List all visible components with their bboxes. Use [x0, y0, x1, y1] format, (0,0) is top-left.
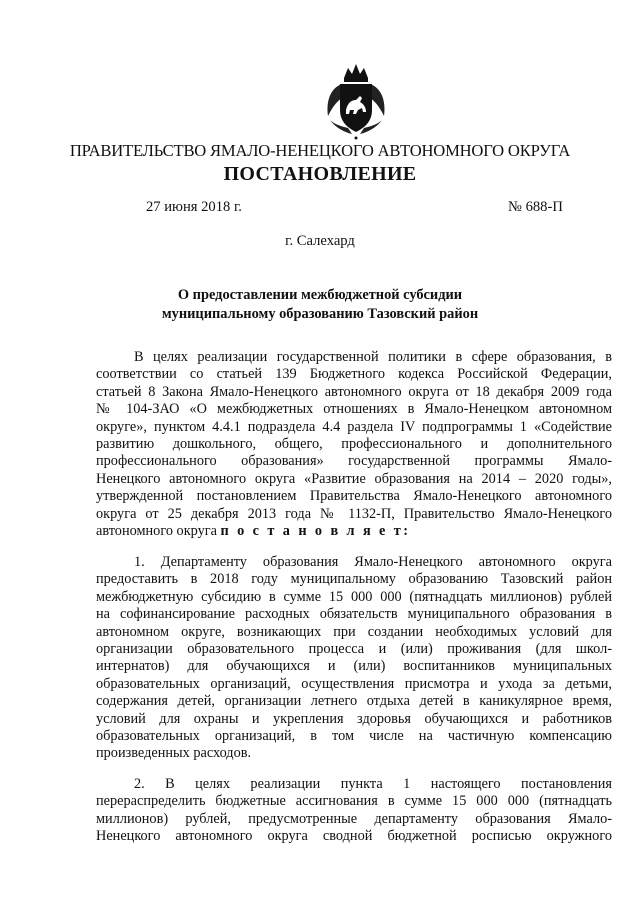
- document-title: [0, 286, 640, 324]
- preamble-paragraph: [96, 349, 612, 540]
- text-line: Ненецкого автономного округа «Развитие образования на 2014 – 2020 годы»,: [96, 470, 612, 487]
- text-line: образовательных организаций, осуществления присмотра и ухода за детьми,: [96, 675, 612, 692]
- text-line: перераспределить бюджетные ассигнования в сумме 15 000 000 (пятнадцать: [96, 793, 612, 810]
- text-line: Ненецкого автономного округа сводной бюджетной росписью окружного: [96, 828, 612, 845]
- decree-item-2: [96, 776, 612, 846]
- text-line: условий для охраны и укрепления здоровья обучающихся и работников: [96, 710, 612, 727]
- text-line: образовательных организаций, в том числе на частичную компенсацию: [96, 727, 612, 744]
- text-line: № 104-ЗАО «О межбюджетных отношениях в Ямало-Ненецком автономном: [96, 401, 612, 418]
- text-line: произведенных расходов.: [96, 745, 252, 762]
- text-line: статьей 8 Закона Ямало-Ненецкого автономного округа от 18 декабря 2009 года: [96, 383, 612, 400]
- document-title-line: О предоставлении межбюджетной субсидии: [177, 287, 463, 303]
- text-line: предоставить в 2018 году муниципальному образованию Тазовский район: [96, 571, 612, 588]
- text-line: В целях реализации государственной политики в сфере образования, в: [134, 349, 612, 365]
- government-name: ПРАВИТЕЛЬСТВО ЯМАЛО-НЕНЕЦКОГО АВТОНОМНОГО ОКРУГА: [69, 141, 571, 160]
- decree-word: п о с т а н о в л я е т:: [220, 522, 411, 539]
- text-line: содержания детей, организации летнего отдыха детей в каникулярное время,: [96, 693, 612, 710]
- document-city: г. Салехард: [285, 233, 355, 249]
- text-line: профессионального образования» государственной программы Ямало-: [96, 453, 612, 470]
- text-line: округа от 25 декабря 2013 года № 1132-П, Правительство Ямало-Ненецкого: [96, 505, 612, 522]
- text-line: интернатов) для обучающихся и (или) воспитанников муниципальных: [96, 658, 612, 675]
- text-line: организации образовательного процесса и (или) проживания (для школ-: [96, 640, 612, 657]
- coat-of-arms-emblem-icon: [322, 62, 390, 140]
- text-line-prefix: автономного округа: [96, 522, 221, 539]
- text-line: межбюджетную субсидию в сумме 15 000 000 (пятнадцать миллионов) рублей: [96, 588, 612, 605]
- document-number: № 688-П: [508, 199, 563, 215]
- text-line: на софинансирование расходных обязательств муниципального образования в: [96, 606, 612, 623]
- text-line: развитию дошкольного, общего, профессионального и дополнительного: [96, 435, 612, 452]
- text-line: миллионов) рублей, предусмотренные департаменту образования Ямало-: [96, 810, 612, 827]
- document-type: ПОСТАНОВЛЕНИЕ: [223, 163, 417, 185]
- decree-item-1: [96, 554, 612, 763]
- document-title-line: муниципальному образованию Тазовский район: [161, 306, 479, 322]
- text-line: автономном округе, возникающих при создании необходимых условий для: [96, 623, 612, 640]
- document-date: 27 июня 2018 г.: [146, 199, 242, 215]
- text-line: [96, 523, 612, 540]
- text-line: утвержденной постановлением Правительства Ямало-Ненецкого автономного: [96, 488, 612, 505]
- text-line: 2. В целях реализации пункта 1 настоящего постановления: [134, 776, 612, 792]
- text-line: 1. Департаменту образования Ямало-Ненецкого автономного округа: [134, 554, 612, 570]
- text-line: округе», пунктом 4.4.1 подраздела 4.4 раздела IV подпрограммы 1 «Содействие: [96, 418, 612, 435]
- text-line: соответствии со статьей 139 Бюджетного кодекса Российской Федерации,: [96, 366, 612, 383]
